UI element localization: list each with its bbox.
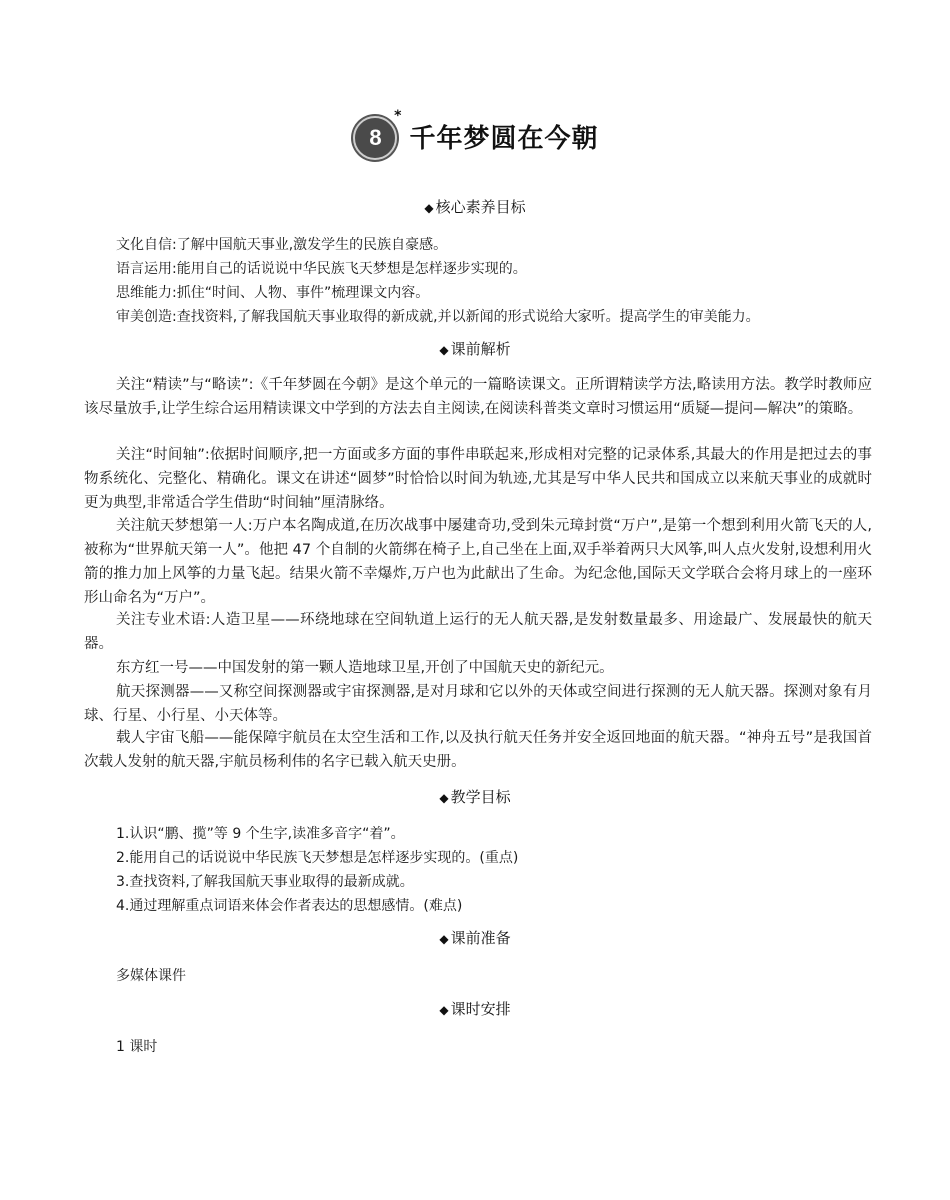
diamond-bullet-icon: ◆ bbox=[439, 1003, 449, 1017]
diamond-bullet-icon: ◆ bbox=[439, 791, 449, 805]
literacy-item: 文化自信:了解中国航天事业,激发学生的民族自豪感。 bbox=[116, 237, 448, 253]
section-heading-goals: ◆ 教学目标 bbox=[439, 788, 511, 806]
analysis-paragraph: 关注专业术语:人造卫星——环绕地球在空间轨道上运行的无人航天器,是发射数量最多、用途最广、发展最快的航天器。 bbox=[84, 612, 872, 652]
goal-item: 1.认识“鹏、揽”等 9 个生字,读准多音字“着”。 bbox=[116, 826, 405, 842]
section-heading-preparation: ◆ 课前准备 bbox=[439, 929, 511, 947]
goal-item: 3.查找资料,了解我国航天事业取得的最新成就。 bbox=[116, 874, 414, 890]
preparation-text: 多媒体课件 bbox=[116, 968, 186, 984]
goal-item: 4.通过理解重点词语来体会作者表达的思想感情。(难点) bbox=[116, 898, 463, 914]
lesson-number-badge bbox=[351, 108, 402, 160]
literacy-item: 语言运用:能用自己的话说说中华民族飞天梦想是怎样逐步实现的。 bbox=[116, 261, 527, 277]
schedule-text: 1 课时 bbox=[116, 1039, 158, 1055]
lesson-number: 8 bbox=[353, 116, 397, 160]
page-title: 千年梦圆在今朝 bbox=[409, 123, 599, 154]
literacy-item: 审美创造:查找资料,了解我国航天事业取得的新成就,并以新闻的形式说给大家听。提高学生的审美能力。 bbox=[116, 309, 760, 325]
literacy-item: 思维能力:抓住“时间、人物、事件”梳理课文内容。 bbox=[116, 285, 430, 301]
analysis-paragraph: 东方红一号——中国发射的第一颗人造地球卫星,开创了中国航天史的新纪元。 bbox=[116, 660, 614, 676]
diamond-bullet-icon: ◆ bbox=[439, 932, 449, 946]
diamond-bullet-icon: ◆ bbox=[439, 343, 449, 357]
analysis-paragraph: 航天探测器——又称空间探测器或宇宙探测器,是对月球和它以外的天体或空间进行探测的无人航天器。探测对象有月球、行星、小行星、小天体等。 bbox=[84, 684, 872, 724]
diamond-bullet-icon: ◆ bbox=[424, 201, 434, 215]
analysis-paragraph: 关注“精读”与“略读”:《千年梦圆在今朝》是这个单元的一篇略读课文。正所谓精读学方法,略读用方法。教学时教师应该尽量放手,让学生综合运用精读课文中学到的方法去自主阅读,在阅读科普类文章时习惯运用“质疑—提问—解决”的策略。 bbox=[84, 377, 872, 417]
section-heading-literacy: ◆ 核心素养目标 bbox=[424, 198, 526, 216]
section-heading-schedule: ◆ 课时安排 bbox=[439, 1000, 511, 1018]
analysis-paragraph: 载人宇宙飞船——能保障宇航员在太空生活和工作,以及执行航天任务并安全返回地面的航天器。“神舟五号”是我国首次载人发射的航天器,宇航员杨利伟的名字已载入航天史册。 bbox=[84, 730, 872, 770]
goal-item: 2.能用自己的话说说中华民族飞天梦想是怎样逐步实现的。(重点) bbox=[116, 850, 519, 866]
section-heading-analysis: ◆ 课前解析 bbox=[439, 340, 511, 358]
lesson-header bbox=[0, 108, 950, 160]
optional-lesson-marker: * bbox=[394, 108, 402, 124]
analysis-paragraph: 关注航天梦想第一人:万户本名陶成道,在历次战事中屡建奇功,受到朱元璋封赏“万户”,是第一个想到利用火箭飞天的人,被称为“世界航天第一人”。他把 47 个自制的火箭绑在椅子上,自己坐在上面,双手举着两只大风筝,叫人点火发射,设想利用火箭的推力加上风筝的力量飞起。结果火箭不幸爆炸,万户也为此献出了生命。为纪念他,国际天文学联合会将月球上的一座环形山命名为“万户”。 bbox=[84, 518, 872, 606]
analysis-paragraph: 关注“时间轴”:依据时间顺序,把一方面或多方面的事件串联起来,形成相对完整的记录体系,其最大的作用是把过去的事物系统化、完整化、精确化。课文在讲述“圆梦”时恰恰以时间为轨迹,尤其是写中华人民共和国成立以来航天事业的成就时更为典型,非常适合学生借助“时间轴”厘清脉络。 bbox=[84, 447, 872, 511]
